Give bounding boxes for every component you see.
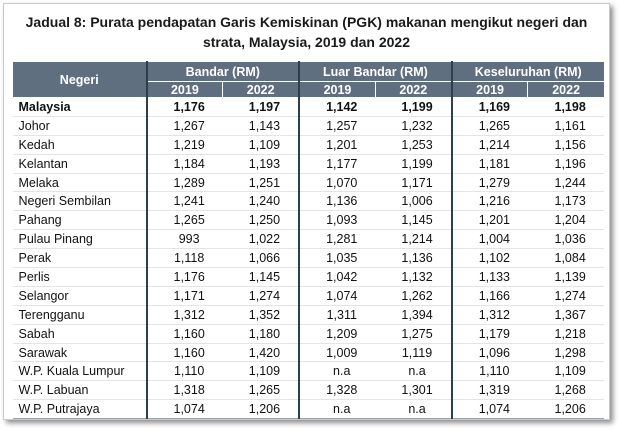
cell-value: 1,219 xyxy=(147,135,223,154)
cell-value: 1,074 xyxy=(147,400,223,419)
cell-value: 1,352 xyxy=(223,305,299,324)
cell-value: 1,176 xyxy=(147,98,223,117)
cell-value: 1,171 xyxy=(147,286,223,305)
table-row xyxy=(13,211,605,230)
cell-value: 1,181 xyxy=(452,154,528,173)
header-year: 2019 xyxy=(147,82,223,98)
cell-value: 1,274 xyxy=(528,286,604,305)
table-row xyxy=(13,362,605,381)
cell-value: 1,201 xyxy=(452,211,528,230)
cell-value: 1,199 xyxy=(375,154,451,173)
cell-value: 1,009 xyxy=(299,343,375,362)
cell-value: 1,161 xyxy=(528,116,604,135)
cell-value: 1,145 xyxy=(223,268,299,287)
cell-value: 1,156 xyxy=(528,135,604,154)
table-row xyxy=(13,324,605,343)
cell-value: 1,109 xyxy=(223,362,299,381)
cell-value: 1,109 xyxy=(528,362,604,381)
cell-value: 1,218 xyxy=(528,324,604,343)
cell-value: 1,193 xyxy=(223,154,299,173)
cell-value: 1,171 xyxy=(375,173,451,192)
cell-value: 1,070 xyxy=(299,173,375,192)
table-row xyxy=(13,173,605,192)
cell-value: 1,367 xyxy=(528,305,604,324)
cell-negeri: Negeri Sembilan xyxy=(13,192,147,211)
cell-value: 1,328 xyxy=(299,381,375,400)
cell-value: 1,265 xyxy=(452,116,528,135)
table-row xyxy=(13,154,605,173)
cell-negeri: Selangor xyxy=(13,286,147,305)
cell-negeri: Johor xyxy=(13,116,147,135)
table-row xyxy=(13,343,605,362)
cell-value: 1,201 xyxy=(299,135,375,154)
cell-negeri: Perlis xyxy=(13,268,147,287)
cell-value: 1,253 xyxy=(375,135,451,154)
cell-value: 1,022 xyxy=(223,230,299,249)
header-group-luar-bandar: Luar Bandar (RM) xyxy=(299,62,452,82)
cell-value: 1,066 xyxy=(223,249,299,268)
cell-value: 1,311 xyxy=(299,305,375,324)
cell-value: 1,206 xyxy=(223,400,299,419)
cell-value: 1,160 xyxy=(147,343,223,362)
header-negeri: Negeri xyxy=(13,62,147,98)
cell-value: 1,420 xyxy=(223,343,299,362)
cell-value: 1,232 xyxy=(375,116,451,135)
cell-value: 1,241 xyxy=(147,192,223,211)
cell-value: 1,006 xyxy=(375,192,451,211)
cell-value: 1,250 xyxy=(223,211,299,230)
table-row xyxy=(13,192,605,211)
table-row xyxy=(13,286,605,305)
cell-value: 1,394 xyxy=(375,305,451,324)
table-row xyxy=(13,98,605,117)
cell-value: 1,214 xyxy=(452,135,528,154)
cell-value: 1,096 xyxy=(452,343,528,362)
cell-negeri: Pulau Pinang xyxy=(13,230,147,249)
cell-value: 1,132 xyxy=(375,268,451,287)
cell-value: 1,102 xyxy=(452,249,528,268)
cell-negeri: Pahang xyxy=(13,211,147,230)
cell-value: 1,244 xyxy=(528,173,604,192)
table-row xyxy=(13,230,605,249)
cell-value: 1,240 xyxy=(223,192,299,211)
cell-negeri: Perak xyxy=(13,249,147,268)
cell-value: 1,109 xyxy=(223,135,299,154)
header-year: 2022 xyxy=(223,82,299,98)
table-row xyxy=(13,305,605,324)
table-row xyxy=(13,116,605,135)
cell-value: 1,169 xyxy=(452,98,528,117)
cell-value: 1,199 xyxy=(375,98,451,117)
cell-value: n.a xyxy=(299,400,375,419)
cell-value: 1,209 xyxy=(299,324,375,343)
cell-value: 1,312 xyxy=(147,305,223,324)
cell-value: 993 xyxy=(147,230,223,249)
cell-value: 1,160 xyxy=(147,324,223,343)
table-figure xyxy=(3,3,610,420)
title-line-1: Jadual 8: Purata pendapatan Garis Kemiskinan (PGK) makanan mengikut negeri dan xyxy=(25,14,588,30)
table-row xyxy=(13,381,605,400)
cell-value: 1,257 xyxy=(299,116,375,135)
cell-value: 1,180 xyxy=(223,324,299,343)
cell-value: 1,184 xyxy=(147,154,223,173)
cell-value: n.a xyxy=(299,362,375,381)
cell-negeri: Kedah xyxy=(13,135,147,154)
header-year: 2019 xyxy=(299,82,375,98)
cell-negeri: Malaysia xyxy=(13,98,147,117)
header-year: 2019 xyxy=(452,82,528,98)
cell-value: 1,206 xyxy=(528,400,604,419)
header-year: 2022 xyxy=(528,82,604,98)
cell-value: 1,265 xyxy=(147,211,223,230)
cell-value: 1,197 xyxy=(223,98,299,117)
cell-value: 1,319 xyxy=(452,381,528,400)
cell-value: 1,142 xyxy=(299,98,375,117)
cell-value: n.a xyxy=(375,362,451,381)
cell-value: 1,110 xyxy=(452,362,528,381)
cell-value: 1,136 xyxy=(375,249,451,268)
table-body xyxy=(13,98,605,419)
cell-value: 1,177 xyxy=(299,154,375,173)
table-row xyxy=(13,268,605,287)
cell-value: 1,198 xyxy=(528,98,604,117)
cell-negeri: Terengganu xyxy=(13,305,147,324)
pgk-table xyxy=(12,61,605,419)
cell-value: 1,036 xyxy=(528,230,604,249)
cell-value: 1,289 xyxy=(147,173,223,192)
header-group-keseluruhan: Keseluruhan (RM) xyxy=(452,62,605,82)
cell-value: 1,119 xyxy=(375,343,451,362)
cell-value: 1,279 xyxy=(452,173,528,192)
cell-value: 1,166 xyxy=(452,286,528,305)
cell-negeri: W.P. Putrajaya xyxy=(13,400,147,419)
table-row xyxy=(13,135,605,154)
cell-negeri: Sabah xyxy=(13,324,147,343)
cell-value: 1,139 xyxy=(528,268,604,287)
cell-value: 1,275 xyxy=(375,324,451,343)
cell-value: 1,268 xyxy=(528,381,604,400)
cell-value: 1,265 xyxy=(223,381,299,400)
cell-value: 1,074 xyxy=(299,286,375,305)
cell-value: 1,145 xyxy=(375,211,451,230)
cell-value: 1,173 xyxy=(528,192,604,211)
cell-value: 1,262 xyxy=(375,286,451,305)
cell-negeri: Melaka xyxy=(13,173,147,192)
cell-value: 1,118 xyxy=(147,249,223,268)
header-year: 2022 xyxy=(375,82,451,98)
cell-value: 1,110 xyxy=(147,362,223,381)
cell-value: 1,084 xyxy=(528,249,604,268)
cell-value: 1,196 xyxy=(528,154,604,173)
cell-value: n.a xyxy=(375,400,451,419)
cell-value: 1,136 xyxy=(299,192,375,211)
cell-value: 1,042 xyxy=(299,268,375,287)
table-row xyxy=(13,400,605,419)
cell-value: 1,216 xyxy=(452,192,528,211)
cell-value: 1,093 xyxy=(299,211,375,230)
cell-value: 1,318 xyxy=(147,381,223,400)
cell-negeri: W.P. Kuala Lumpur xyxy=(13,362,147,381)
cell-value: 1,143 xyxy=(223,116,299,135)
cell-value: 1,035 xyxy=(299,249,375,268)
cell-value: 1,301 xyxy=(375,381,451,400)
cell-value: 1,214 xyxy=(375,230,451,249)
header-group-bandar: Bandar (RM) xyxy=(147,62,300,82)
table-title xyxy=(4,12,609,52)
cell-value: 1,298 xyxy=(528,343,604,362)
cell-negeri: Kelantan xyxy=(13,154,147,173)
cell-negeri: Sarawak xyxy=(13,343,147,362)
cell-value: 1,176 xyxy=(147,268,223,287)
cell-value: 1,267 xyxy=(147,116,223,135)
cell-value: 1,251 xyxy=(223,173,299,192)
cell-value: 1,074 xyxy=(452,400,528,419)
cell-value: 1,204 xyxy=(528,211,604,230)
cell-value: 1,004 xyxy=(452,230,528,249)
cell-negeri: W.P. Labuan xyxy=(13,381,147,400)
cell-value: 1,312 xyxy=(452,305,528,324)
cell-value: 1,281 xyxy=(299,230,375,249)
cell-value: 1,179 xyxy=(452,324,528,343)
cell-value: 1,133 xyxy=(452,268,528,287)
table-row xyxy=(13,249,605,268)
cell-value: 1,274 xyxy=(223,286,299,305)
title-line-2: strata, Malaysia, 2019 dan 2022 xyxy=(202,34,411,50)
